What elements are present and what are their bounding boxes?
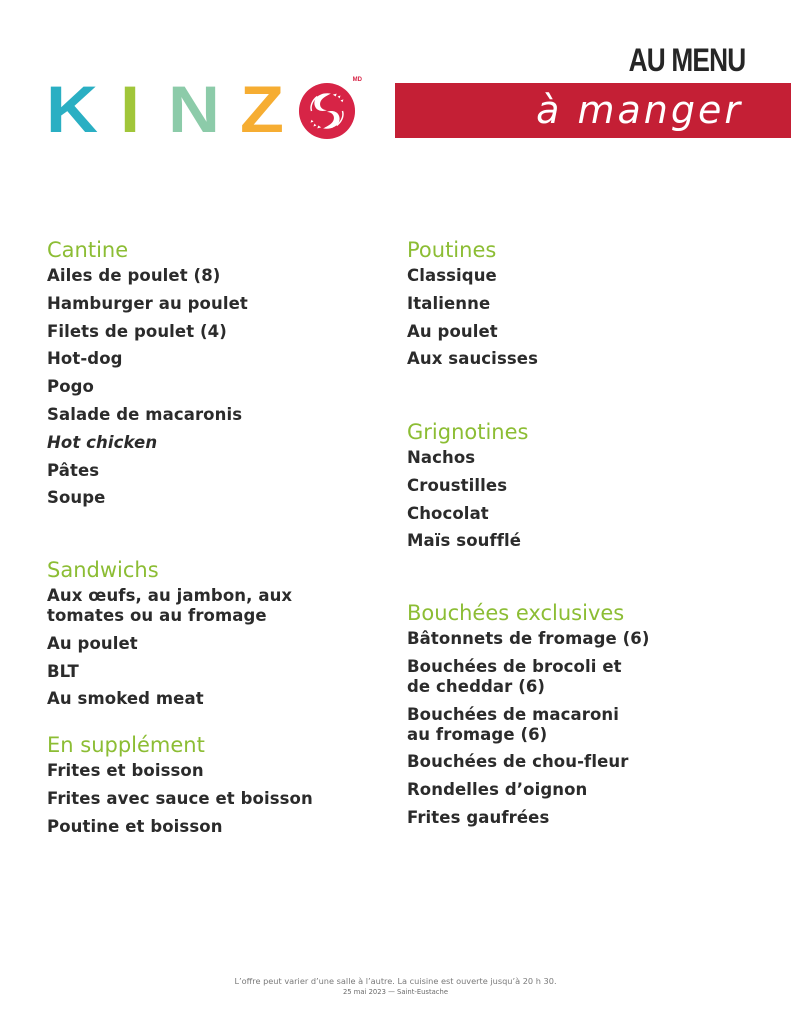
- section-poutines: [407, 236, 538, 377]
- trademark-md: MD: [352, 77, 362, 83]
- section-title: En supplément: [47, 733, 205, 757]
- menu-item: Maïs soufflé: [407, 531, 522, 551]
- menu-item: Bouchées de chou-fleur: [407, 752, 629, 772]
- section-grignotines: [407, 418, 528, 559]
- menu-item: Bouchées de macaroni au fromage (6): [407, 704, 619, 744]
- menu-item: Hot chicken: [47, 432, 158, 452]
- section-title: Cantine: [47, 238, 129, 262]
- section-title: Grignotines: [407, 420, 529, 444]
- section-title: Poutines: [407, 238, 497, 262]
- logo-letter-z: Z: [240, 73, 284, 147]
- menu-item: Aux saucisses: [407, 349, 538, 369]
- logo-letter-n: N: [168, 73, 221, 147]
- menu-item: Bouchées de brocoli et de cheddar (6): [407, 656, 622, 696]
- menu-item: Rondelles d’oignon: [407, 780, 588, 800]
- menu-item: Hot-dog: [47, 349, 123, 369]
- menu-item: Chocolat: [407, 503, 489, 523]
- menu-item: Pâtes: [47, 460, 100, 480]
- section-en-supplement: [47, 731, 313, 844]
- category-banner: [395, 83, 791, 138]
- menu-item: Aux œufs, au jambon, aux tomates ou au fromage: [47, 586, 293, 625]
- menu-item: Frites et boisson: [47, 761, 204, 780]
- footer-note: L’offre peut varier d’une salle à l’autre. La cuisine est ouverte jusqu’à 20 h 30.: [234, 976, 557, 986]
- menu-item: Bâtonnets de fromage (6): [407, 629, 650, 648]
- menu-item: Croustilles: [407, 475, 508, 495]
- menu-item: Frites gaufrées: [407, 807, 550, 827]
- menu-item: Nachos: [407, 448, 476, 467]
- kinzo-logo: [46, 73, 362, 147]
- menu-item: Au poulet: [47, 633, 138, 653]
- page-title: AU MENU: [628, 42, 745, 78]
- logo-letter-k: K: [46, 73, 98, 147]
- menu-item: Filets de poulet (4): [47, 321, 227, 341]
- menu-item: Au smoked meat: [47, 689, 204, 709]
- menu-item: Classique: [407, 266, 497, 285]
- section-bouchees-exclusives: [407, 599, 650, 836]
- footer-date-location: 25 mai 2023 — Saint-Eustache: [342, 988, 449, 996]
- menu-item: Ailes de poulet (8): [47, 266, 221, 285]
- section-title: Sandwichs: [47, 558, 159, 582]
- kinzo-swirl-o-icon: [298, 77, 362, 140]
- menu-item: Soupe: [47, 488, 106, 508]
- swirl-circle-icon: [298, 82, 356, 140]
- menu-item: Au poulet: [407, 321, 498, 341]
- menu-item: Salade de macaronis: [47, 404, 243, 424]
- menu-item: Pogo: [47, 377, 94, 397]
- section-title: Bouchées exclusives: [407, 601, 625, 625]
- footer: [0, 975, 791, 997]
- section-cantine: [47, 236, 248, 516]
- menu-item: Hamburger au poulet: [47, 293, 248, 313]
- banner-subtitle: à manger: [536, 88, 743, 132]
- menu-item: BLT: [47, 661, 79, 681]
- logo-letter-i: I: [120, 73, 141, 147]
- section-sandwichs: [47, 556, 367, 717]
- menu-item: Frites avec sauce et boisson: [47, 788, 313, 808]
- menu-item: Poutine et boisson: [47, 816, 223, 836]
- menu-item: Italienne: [407, 293, 491, 313]
